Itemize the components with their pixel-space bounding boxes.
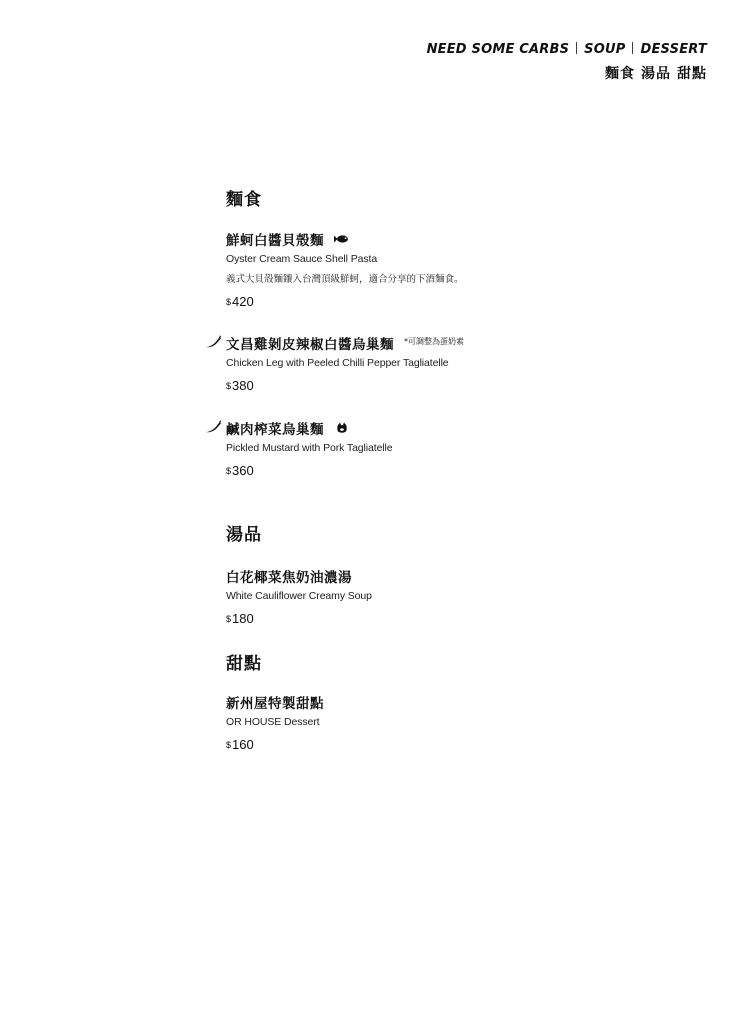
page-header	[427, 42, 707, 83]
item-name: 白花椰菜焦奶油濃湯	[226, 570, 352, 586]
header-en-dessert: DESSERT	[640, 42, 707, 57]
price-value: 380	[232, 378, 254, 393]
item-price	[226, 737, 606, 752]
item-name: 鮮蚵白醬貝殼麵	[226, 233, 324, 249]
chili-pepper-icon	[204, 420, 222, 434]
item-name: 文昌雞剝皮辣椒白醬烏巢麵	[226, 337, 394, 353]
header-chinese	[427, 63, 707, 83]
menu-item	[226, 566, 606, 626]
item-note: *可調整為蛋奶素	[404, 336, 464, 346]
section-title-soup: 湯品	[226, 525, 262, 545]
header-divider	[632, 42, 633, 54]
item-name: 鹹肉榨菜烏巢麵	[226, 422, 324, 438]
menu-item	[226, 418, 606, 478]
item-price	[226, 294, 606, 309]
item-english-name: Chicken Leg with Peeled Chilli Pepper Tagliatelle	[226, 357, 449, 369]
item-english-name: Pickled Mustard with Pork Tagliatelle	[226, 442, 393, 454]
header-zh-dessert: 甜點	[677, 66, 707, 82]
pork-icon	[334, 422, 350, 434]
item-english-name: OR HOUSE Dessert	[226, 716, 320, 728]
item-name: 新州屋特製甜點	[226, 696, 324, 712]
item-price	[226, 378, 606, 393]
item-english-name: White Cauliflower Creamy Soup	[226, 590, 372, 602]
currency-symbol: $	[226, 466, 232, 476]
price-value: 160	[232, 737, 254, 752]
header-zh-soup: 湯品	[641, 66, 671, 82]
price-value: 420	[232, 294, 254, 309]
item-price	[226, 611, 606, 626]
header-zh-carbs: 麵食	[605, 66, 635, 82]
menu-item	[226, 333, 606, 393]
header-en-carbs: NEED SOME CARBS	[426, 42, 570, 57]
menu-item	[226, 229, 606, 309]
section-title-dessert: 甜點	[226, 654, 262, 674]
header-en-soup: SOUP	[584, 42, 626, 57]
section-title-noodles: 麵食	[226, 190, 262, 210]
item-english-name: Oyster Cream Sauce Shell Pasta	[226, 253, 378, 265]
menu-item	[226, 692, 606, 752]
item-description: 義式大貝殼麵鑲入台灣頂級鮮蚵，適合分享的下酒麵食。	[226, 274, 464, 285]
header-divider	[576, 42, 577, 54]
currency-symbol: $	[226, 381, 232, 391]
price-value: 180	[232, 611, 254, 626]
fish-icon	[334, 233, 350, 245]
currency-symbol: $	[226, 740, 232, 750]
price-value: 360	[232, 463, 254, 478]
header-english	[427, 42, 707, 57]
currency-symbol: $	[226, 297, 232, 307]
item-price	[226, 463, 606, 478]
currency-symbol: $	[226, 614, 232, 624]
chili-pepper-icon	[204, 335, 222, 349]
